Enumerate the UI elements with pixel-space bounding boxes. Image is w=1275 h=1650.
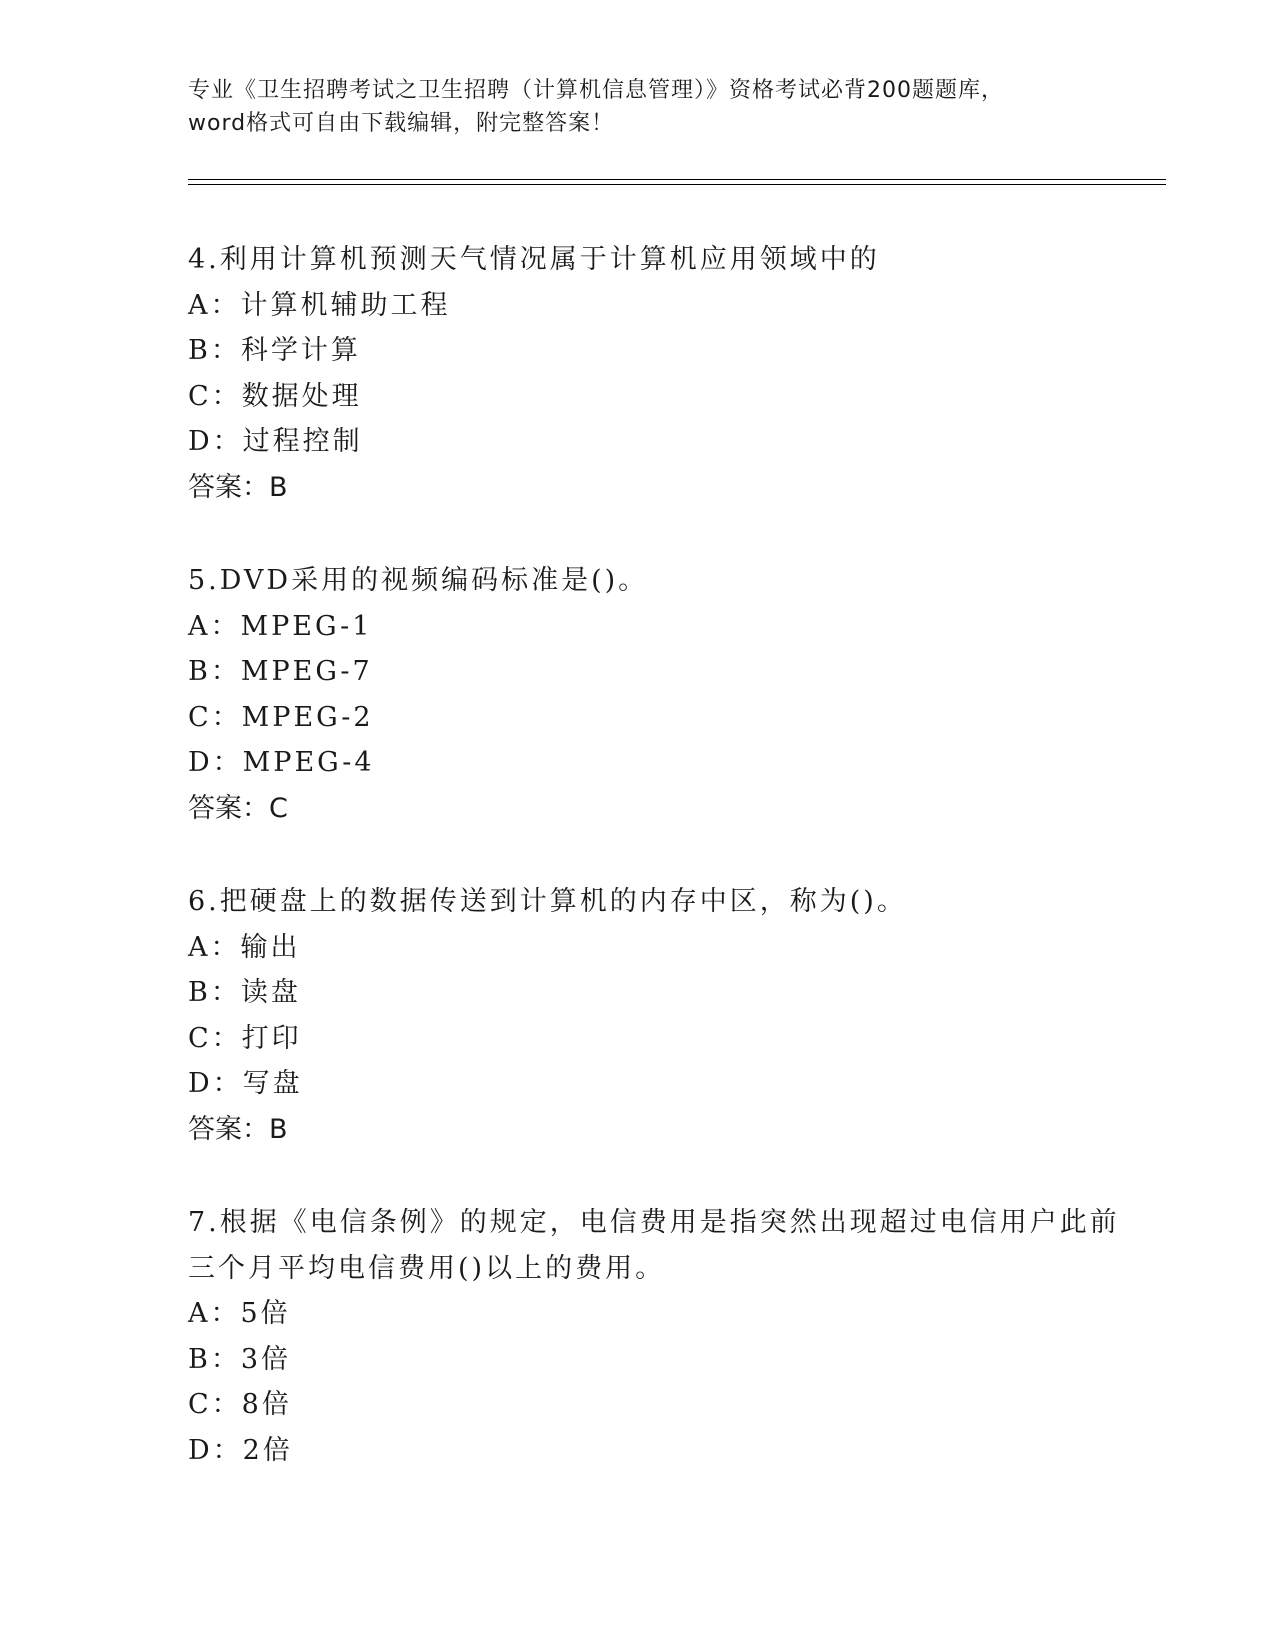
answer-label: 答案：B xyxy=(188,1113,288,1145)
option-c: C：打印 xyxy=(188,1022,302,1054)
question-list xyxy=(188,237,1128,1521)
option-a: A：MPEG-1 xyxy=(188,610,373,642)
question-7 xyxy=(188,1200,1128,1473)
option-c: C：8倍 xyxy=(188,1389,292,1420)
option-c: C：MPEG-2 xyxy=(188,701,374,733)
option-d: D：2倍 xyxy=(188,1434,293,1466)
question-5 xyxy=(188,558,1128,831)
header-divider-top xyxy=(188,179,1166,180)
option-d: D：MPEG-4 xyxy=(188,747,375,778)
header-divider-bottom xyxy=(188,184,1166,185)
question-stem: 5.DVD采用的视频编码标准是()。 xyxy=(188,565,649,596)
answer-label: 答案：C xyxy=(188,792,288,824)
header-line-2: word格式可自由下载编辑，附完整答案！ xyxy=(188,111,615,136)
header-line-1: 专业《卫生招聘考试之卫生招聘（计算机信息管理）》资格考试必背200题题库， xyxy=(188,78,1004,103)
option-d: D：写盘 xyxy=(188,1068,303,1099)
option-b: B：MPEG-7 xyxy=(188,656,373,687)
question-stem: 7.根据《电信条例》的规定，电信费用是指突然出现超过电信用户此前三个月平均电信费用()以上的费用。 xyxy=(188,1207,1120,1284)
option-a: A：输出 xyxy=(188,931,301,963)
question-6 xyxy=(188,879,1128,1152)
option-a: A：计算机辅助工程 xyxy=(188,289,451,321)
question-stem: 4.利用计算机预测天气情况属于计算机应用领域中的 xyxy=(188,244,880,275)
document-header xyxy=(188,74,1088,140)
question-4 xyxy=(188,237,1128,510)
option-c: C：数据处理 xyxy=(188,380,362,412)
answer-label: 答案：B xyxy=(188,471,288,503)
option-a: A：5倍 xyxy=(188,1298,291,1329)
option-b: B：读盘 xyxy=(188,977,301,1008)
option-b: B：3倍 xyxy=(188,1343,292,1375)
option-b: B：科学计算 xyxy=(188,335,361,366)
question-stem: 6.把硬盘上的数据传送到计算机的内存中区，称为()。 xyxy=(188,886,907,917)
option-d: D：过程控制 xyxy=(188,426,363,457)
